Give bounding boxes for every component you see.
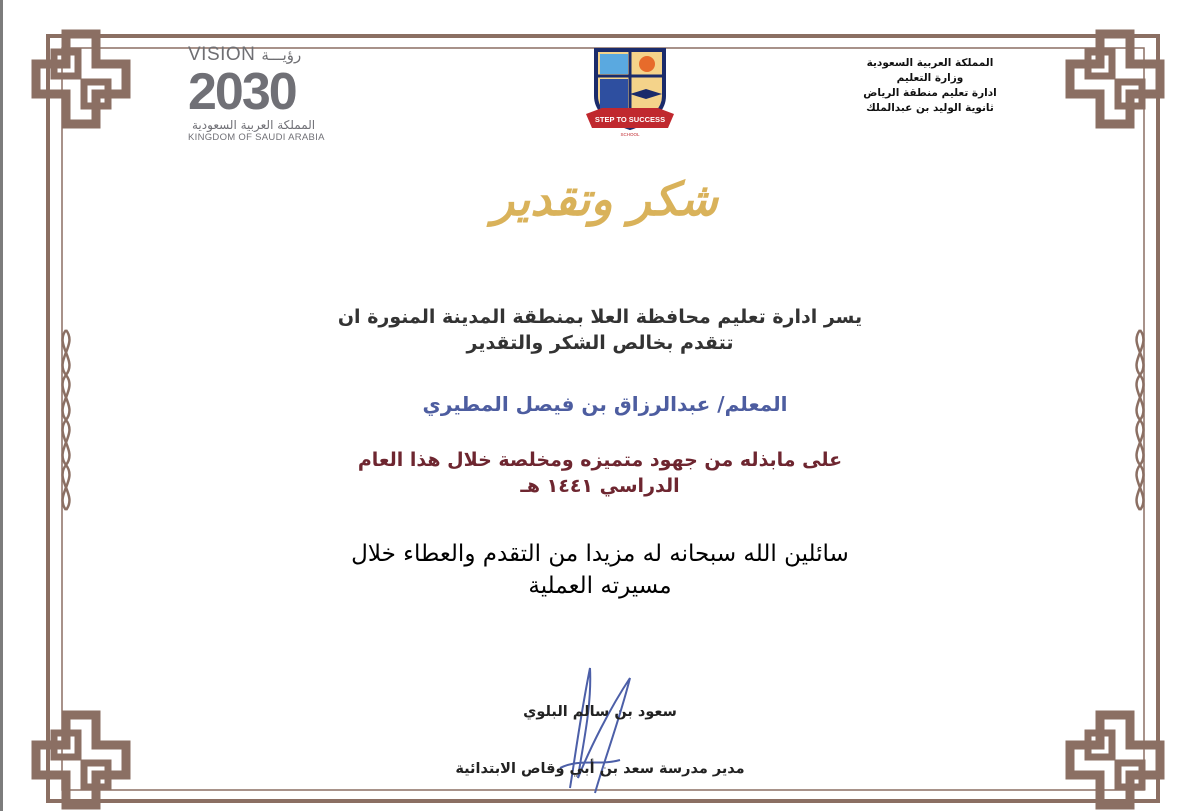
- school-motto: STEP TO SUCCESS: [594, 115, 666, 124]
- teacher-name: المعلم/ عبدالرزاق بن فيصل المطيري: [422, 392, 788, 416]
- ministry-header: [820, 56, 1040, 116]
- wish-text: [320, 538, 880, 602]
- kingdom-en: KINGDOM OF SAUDI ARABIA: [188, 132, 325, 143]
- intro-line: تتقدم بخالص الشكر والتقدير: [466, 332, 734, 354]
- ministry-line: وزارة التعليم: [896, 72, 964, 84]
- vision-2030-logo: [188, 44, 358, 143]
- signatory-name: سعود بن سالم البلوي: [523, 704, 677, 720]
- vision-ar: رؤيـــة: [261, 46, 302, 64]
- intro-text: [320, 304, 880, 356]
- ministry-line: ثانوية الوليد بن عبدالملك: [866, 102, 994, 114]
- school-logo: [582, 44, 678, 140]
- ministry-line: المملكة العربية السعودية: [866, 57, 994, 69]
- reason-text: [320, 447, 880, 499]
- vision-word: VISION: [188, 44, 256, 65]
- wish-line: مسيرته العملية: [528, 573, 672, 599]
- vision-year: 2030: [188, 63, 296, 121]
- signatory-title: مدير مدرسة سعد بن أبي وقاص الابتدائية: [455, 761, 745, 777]
- wish-line: سائلين الله سبحانه له مزيدا من التقدم والعطاء خلال: [351, 541, 849, 567]
- certificate-title: شكر وتقدير: [492, 172, 718, 226]
- ministry-line: ادارة تعليم منطقة الرياض: [863, 87, 997, 99]
- reason-line: الدراسي ١٤٤١ هـ: [520, 475, 680, 497]
- intro-line: يسر ادارة تعليم محافظة العلا بمنطقة المدينة المنورة ان: [337, 306, 863, 328]
- school-word: SCHOOL: [620, 132, 640, 137]
- reason-line: على مابذله من جهود متميزه ومخلصة خلال هذا العام: [357, 449, 843, 471]
- kingdom-ar: المملكة العربية السعودية: [192, 118, 316, 132]
